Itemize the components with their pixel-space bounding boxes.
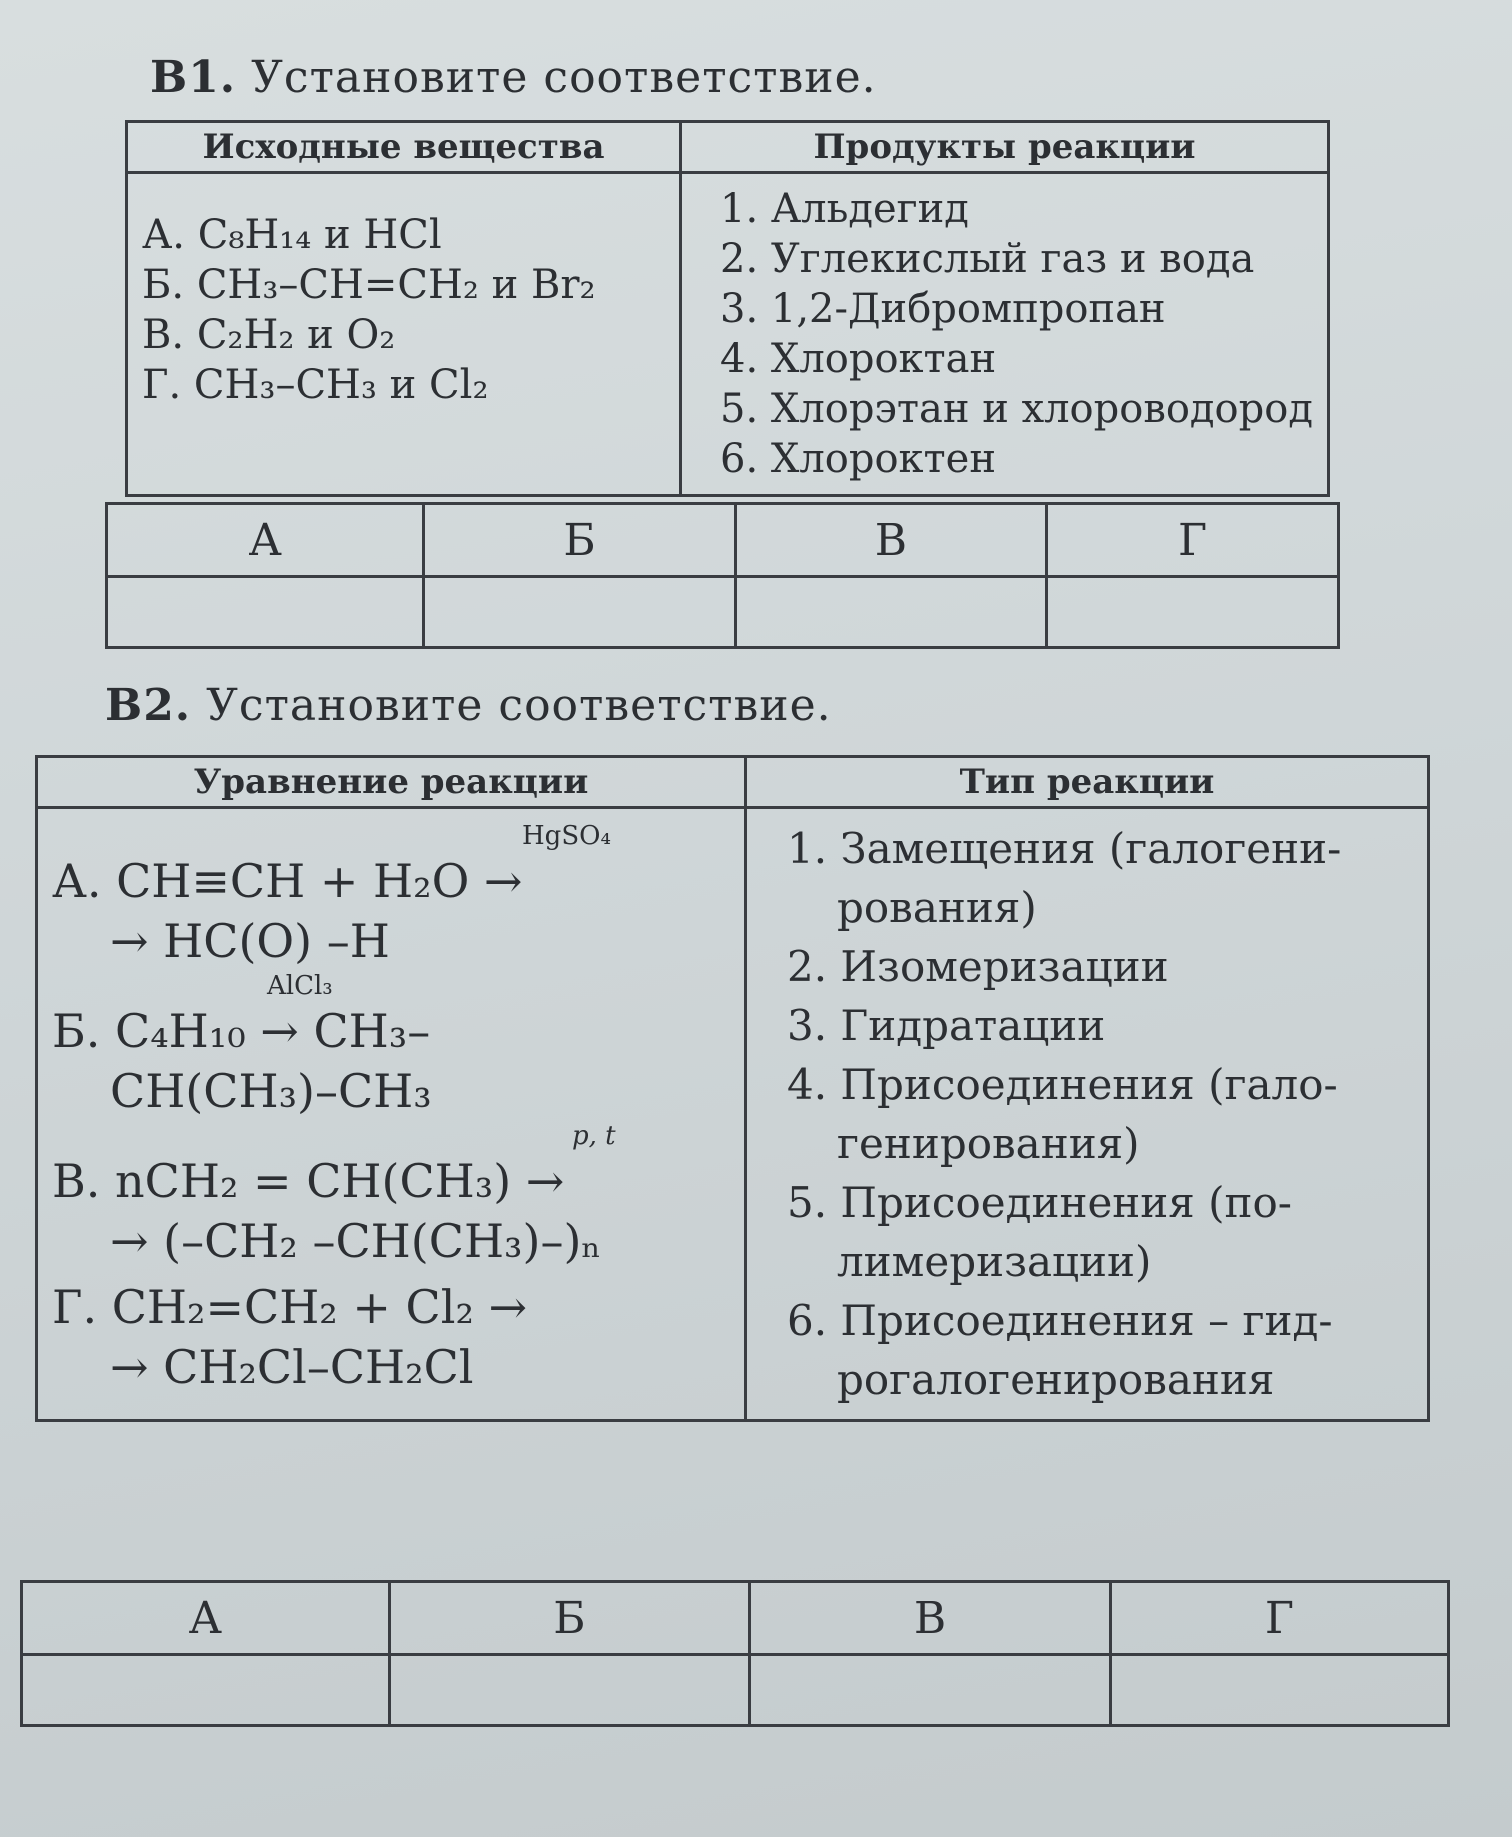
b1-product-2: 2. Углекислый газ и вода [720, 236, 1255, 282]
task-b2-title [105, 680, 832, 731]
b2-header-type: Тип реакции [746, 757, 1429, 808]
b1-reactant-a: А. C₈H₁₄ и HCl [142, 212, 442, 258]
b2-answer-cell-v[interactable] [750, 1655, 1111, 1726]
b2-eq-a-line1: А. CH≡CH + H₂O → [52, 854, 523, 908]
b1-products-cell [681, 173, 1329, 496]
b1-answer-header-a: А [107, 504, 424, 577]
b2-header-equation: Уравнение реакции [37, 757, 746, 808]
b2-type-6a: 6. Присоединения – гид- [787, 1296, 1333, 1345]
b1-product-5: 5. Хлорэтан и хлороводород [720, 386, 1313, 432]
b2-eq-b-catalyst: AlCl₃ [267, 971, 333, 1001]
b2-types-cell [746, 808, 1429, 1421]
b1-product-1: 1. Альдегид [720, 186, 969, 232]
b2-equations-cell [37, 808, 746, 1421]
b1-answer-grid [105, 502, 1340, 649]
b2-eq-v-catalyst: p, t [572, 1121, 616, 1151]
task-b2-label: B2. [105, 680, 192, 731]
task-b1-label: B1. [150, 52, 237, 103]
b1-product-6: 6. Хлороктен [720, 436, 996, 482]
b1-header-products: Продукты реакции [681, 122, 1329, 173]
task-b2-instruction: Установите соответствие. [206, 680, 832, 731]
b1-answer-header-g: Г [1047, 504, 1339, 577]
b2-matching-table [35, 755, 1430, 1422]
b2-type-5a: 5. Присоединения (по- [787, 1178, 1292, 1227]
b1-answer-cell-a[interactable] [107, 577, 424, 648]
b2-eq-v-line1: В. nCH₂ = CH(CH₃) → [52, 1154, 565, 1208]
b2-type-5b: лимеризации) [837, 1237, 1152, 1286]
b2-answer-header-v: В [750, 1582, 1111, 1655]
b2-eq-a-line2: → HC(O) –H [110, 914, 390, 968]
b1-product-3: 3. 1,2-Дибромпропан [720, 286, 1166, 332]
b1-product-4: 4. Хлороктан [720, 336, 997, 382]
b2-answer-header-g: Г [1110, 1582, 1448, 1655]
b2-answer-grid [20, 1580, 1450, 1727]
b1-reactant-b: Б. CH₃–CH=CH₂ и Br₂ [142, 262, 596, 308]
b2-type-6b: рогалогенирования [837, 1355, 1275, 1404]
b1-answer-header-b: Б [424, 504, 735, 577]
b1-answer-header-v: В [735, 504, 1046, 577]
b2-type-2: 2. Изомеризации [787, 942, 1169, 991]
b2-type-4a: 4. Присоединения (гало- [787, 1060, 1338, 1109]
b2-type-3: 3. Гидратации [787, 1001, 1106, 1050]
b2-answer-cell-a[interactable] [22, 1655, 390, 1726]
b1-reactant-v: В. C₂H₂ и O₂ [142, 312, 396, 358]
b2-eq-b-line2: CH(CH₃)–CH₃ [110, 1064, 432, 1118]
b2-answer-header-b: Б [389, 1582, 750, 1655]
b1-header-reactants: Исходные вещества [127, 122, 681, 173]
b1-answer-cell-b[interactable] [424, 577, 735, 648]
b2-answer-cell-b[interactable] [389, 1655, 750, 1726]
b2-type-1b: рования) [837, 883, 1037, 932]
b2-eq-a-catalyst: HgSO₄ [522, 821, 611, 851]
b1-reactant-g: Г. CH₃–CH₃ и Cl₂ [142, 362, 489, 408]
task-b1-title [150, 52, 877, 103]
b2-type-4b: генирования) [837, 1119, 1140, 1168]
b2-eq-g-line1: Г. CH₂=CH₂ + Cl₂ → [52, 1280, 528, 1334]
b1-reactants-cell [127, 173, 681, 496]
b2-eq-b-line1: Б. C₄H₁₀ → CH₃– [52, 1004, 431, 1058]
b1-answer-cell-v[interactable] [735, 577, 1046, 648]
b1-matching-table [125, 120, 1330, 497]
b2-answer-header-a: А [22, 1582, 390, 1655]
b2-eq-v-line2: → (–CH₂ –CH(CH₃)–)ₙ [110, 1214, 602, 1268]
b1-answer-cell-g[interactable] [1047, 577, 1339, 648]
b2-eq-g-line2: → CH₂Cl–CH₂Cl [110, 1340, 474, 1394]
b2-answer-cell-g[interactable] [1110, 1655, 1448, 1726]
task-b1-instruction: Установите соответствие. [251, 52, 877, 103]
b2-type-1a: 1. Замещения (галогени- [787, 824, 1342, 873]
